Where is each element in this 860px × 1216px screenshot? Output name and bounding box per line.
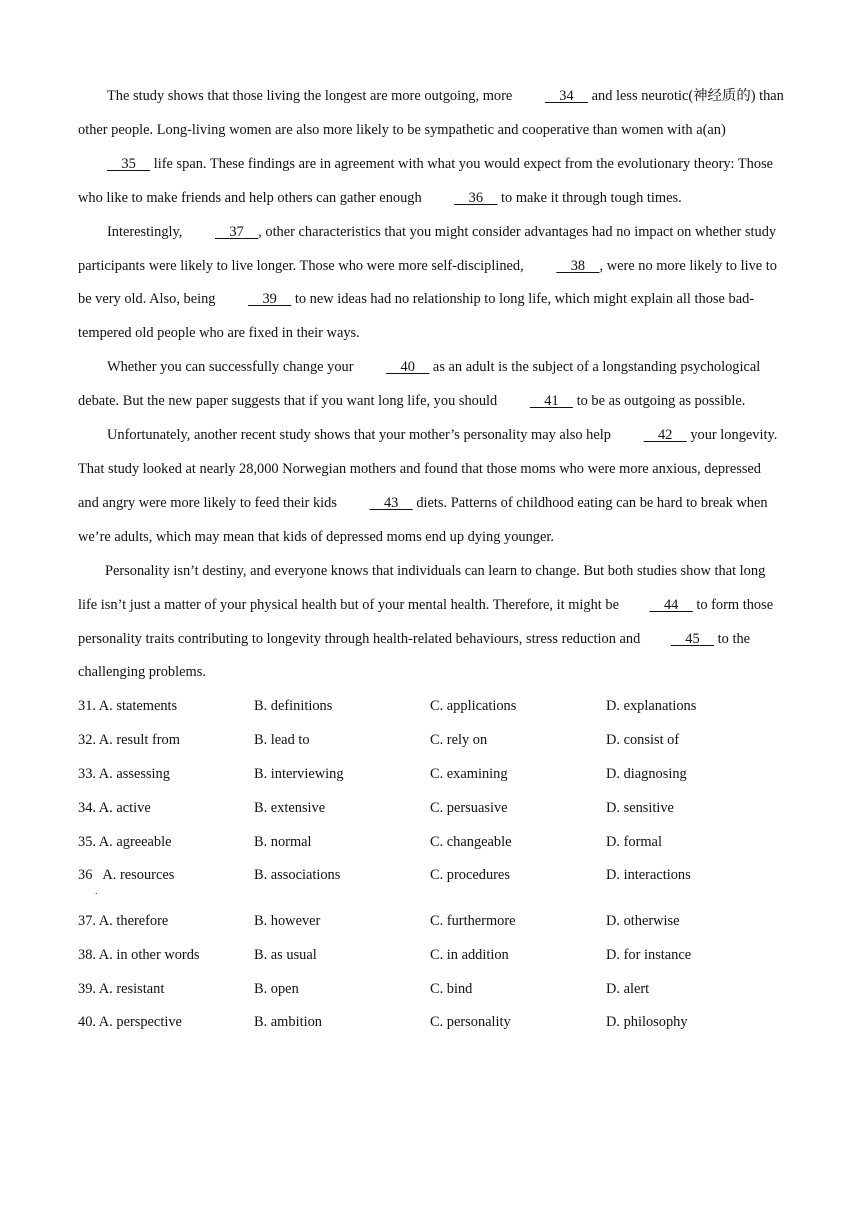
option-a: 35. A. agreeable xyxy=(78,833,172,850)
option-b: B. ambition xyxy=(254,1014,322,1031)
blank-number: 41 xyxy=(544,393,559,410)
blank-number: 38 xyxy=(570,257,586,274)
blank-number: 36 xyxy=(468,189,484,206)
text: The study shows that those living the longest are more outgoing, more xyxy=(107,88,516,104)
option-b: B. associations xyxy=(254,867,341,884)
option-b: B. extensive xyxy=(254,799,326,816)
text: diets. Patterns of childhood eating can be hard to break when we’re adults, which may mean that kids of depressed moms end up dying younger. xyxy=(78,494,768,545)
option-d: D. explanations xyxy=(606,698,697,715)
option-c: C. bind xyxy=(430,980,473,997)
option-a: 33. A. assessing xyxy=(78,765,170,782)
option-a: 37. A. therefore xyxy=(78,913,169,930)
option-row-36 xyxy=(78,859,784,898)
option-d: D. formal xyxy=(606,833,662,850)
option-c: C. rely on xyxy=(430,732,488,749)
text: Whether you can successfully change your xyxy=(107,359,358,376)
option-row-40 xyxy=(78,1006,784,1040)
blank-42 xyxy=(615,419,687,453)
blank-number: 44 xyxy=(663,596,679,613)
option-row-31 xyxy=(78,690,784,724)
text: , other characteristics that you might consider advantages had no impact on whether study participants were likely to live longer. Those who were more self-disciplined, xyxy=(78,223,777,274)
blank-number: 42 xyxy=(657,427,673,444)
text: and less neurotic(神经质的) than other people. Long-living women are also more likely to be sympathetic and cooperative than women with a(an) xyxy=(78,88,784,138)
text: to new ideas had no relationship to long life, which might explain all those bad-tempered old people who are fixed in their ways. xyxy=(78,291,755,342)
option-c: C. changeable xyxy=(430,833,512,850)
option-c: C. furthermore xyxy=(430,913,516,930)
option-c: C. in addition xyxy=(430,946,509,963)
option-b: B. open xyxy=(254,980,299,997)
document-page xyxy=(78,80,784,1040)
blank-39 xyxy=(219,283,291,317)
option-c: C. persuasive xyxy=(430,799,508,816)
text: to be as outgoing as possible. xyxy=(573,393,746,410)
blank-41 xyxy=(501,385,573,419)
option-a: 38. A. in other words xyxy=(78,946,200,963)
option-row-38 xyxy=(78,939,784,973)
text: your longevity. That study looked at nearly 28,000 Norwegian mothers and found that those moms who were more anxious, depressed and angry were more likely to feed their kids xyxy=(78,427,778,511)
stray-dot: . xyxy=(95,886,98,898)
option-row-34 xyxy=(78,792,784,826)
option-c: C. personality xyxy=(430,1014,511,1031)
option-d: D. consist of xyxy=(606,732,680,749)
blank-44 xyxy=(623,589,693,623)
answer-options xyxy=(78,690,784,1040)
text: as an adult is the subject of a longstanding psychological debate. But the new paper suggests that if you want long life, you should xyxy=(78,359,761,410)
option-d: D. sensitive xyxy=(606,799,674,816)
text: Unfortunately, another recent study shows that your mother’s personality may also help xyxy=(107,427,615,444)
blank-number: 35 xyxy=(121,155,136,172)
paragraph-2 xyxy=(78,216,784,352)
option-row-33 xyxy=(78,758,784,792)
option-b: B. definitions xyxy=(254,698,333,715)
text: , were no more likely to live to be very old. Also, being xyxy=(78,257,777,308)
option-d: D. diagnosing xyxy=(606,765,687,782)
blank-43 xyxy=(341,487,413,521)
text: to the challenging problems. xyxy=(78,630,751,681)
option-row-37 xyxy=(78,905,784,939)
blank-45 xyxy=(644,623,714,657)
blank-36 xyxy=(425,182,497,216)
option-row-39 xyxy=(78,973,784,1007)
blank-35 xyxy=(78,148,150,182)
option-c: C. examining xyxy=(430,765,508,782)
option-d: D. alert xyxy=(606,980,650,997)
text: life span. These findings are in agreement with what you would expect from the evolutionary theory: Those who like to make friends and help others can gather enough xyxy=(78,155,774,206)
text: Personality isn’t destiny, and everyone knows that individuals can learn to change. But both studies show that long life isn’t just a matter of your physical health but of your mental health. Therefore, it might be xyxy=(78,562,766,613)
blank-number: 40 xyxy=(400,359,415,376)
option-c: C. procedures xyxy=(430,867,510,884)
blank-38 xyxy=(527,250,599,284)
blank-number: 45 xyxy=(685,630,700,647)
blank-40 xyxy=(357,351,429,385)
blank-34 xyxy=(516,80,588,114)
option-b: B. as usual xyxy=(254,946,317,963)
text: to form those personality traits contributing to longevity through health-related behaviours, stress reduction and xyxy=(78,596,774,647)
option-a: 32. A. result from xyxy=(78,732,180,749)
text: to make it through tough times. xyxy=(497,189,682,206)
blank-number: 39 xyxy=(262,291,277,308)
option-d: D. interactions xyxy=(606,867,691,884)
paragraph-5 xyxy=(78,555,784,691)
option-d: D. philosophy xyxy=(606,1014,688,1031)
option-a: 34. A. active xyxy=(78,799,151,816)
paragraph-4 xyxy=(78,419,784,555)
paragraph-1 xyxy=(78,80,784,216)
paragraph-3 xyxy=(78,351,784,419)
option-row-32 xyxy=(78,724,784,758)
option-a xyxy=(78,859,254,898)
blank-number: 43 xyxy=(383,494,399,511)
text: Interestingly, xyxy=(107,223,186,240)
blank-37 xyxy=(186,216,258,250)
option-b: B. interviewing xyxy=(254,765,344,782)
option-a-text: 36 A. resources xyxy=(78,867,175,884)
option-d: D. otherwise xyxy=(606,913,680,930)
option-a: 31. A. statements xyxy=(78,698,178,715)
option-b: B. however xyxy=(254,913,321,930)
option-b: B. lead to xyxy=(254,732,310,749)
option-b: B. normal xyxy=(254,833,312,850)
option-c: C. applications xyxy=(430,698,517,715)
option-a: 39. A. resistant xyxy=(78,980,165,997)
blank-number: 34 xyxy=(559,88,574,104)
option-row-35 xyxy=(78,826,784,860)
option-a: 40. A. perspective xyxy=(78,1014,182,1031)
blank-number: 37 xyxy=(229,223,244,240)
option-d: D. for instance xyxy=(606,946,692,963)
